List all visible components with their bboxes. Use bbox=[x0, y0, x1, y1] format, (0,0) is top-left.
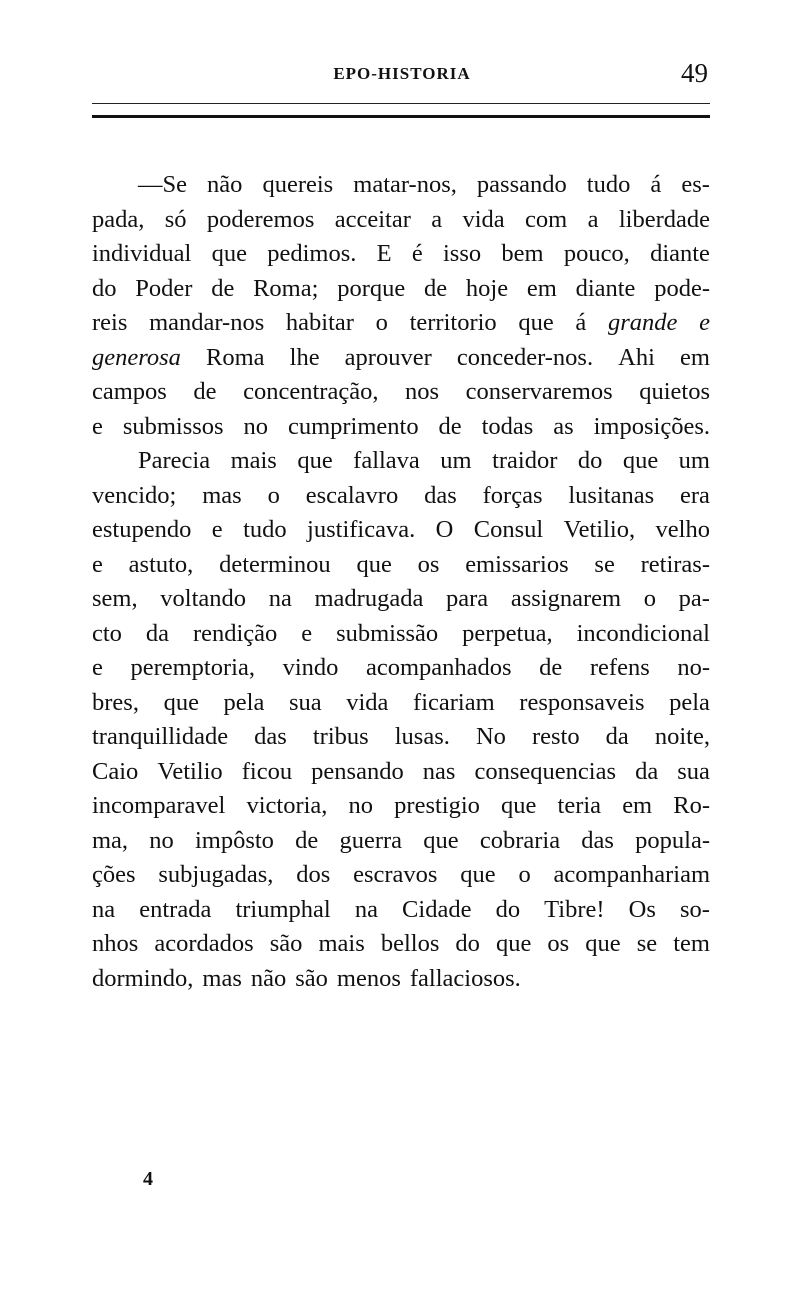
word: matar-nos, bbox=[353, 171, 457, 198]
word: mais bbox=[230, 447, 277, 474]
word: mandar-nos bbox=[149, 309, 265, 336]
word: á bbox=[650, 171, 662, 198]
word: nos bbox=[405, 378, 440, 405]
word: nhos bbox=[92, 930, 139, 957]
word: no bbox=[348, 792, 374, 819]
word: o bbox=[643, 585, 656, 612]
running-header bbox=[92, 60, 712, 90]
word: escalavro bbox=[305, 481, 399, 509]
word: concentração, bbox=[243, 378, 379, 405]
word: incondicional bbox=[576, 619, 710, 647]
word: vencido; bbox=[92, 481, 177, 509]
word: bem bbox=[501, 240, 544, 267]
word: vida bbox=[462, 205, 505, 233]
word: pode- bbox=[654, 274, 710, 302]
word: de bbox=[295, 826, 319, 854]
word: nas bbox=[422, 757, 456, 785]
word: pela bbox=[223, 688, 265, 716]
word: campos bbox=[92, 378, 167, 405]
word: vida bbox=[346, 688, 389, 716]
word: tudo bbox=[586, 171, 631, 198]
word: no bbox=[243, 412, 269, 440]
word: emissarios bbox=[465, 550, 569, 578]
word: pouco, bbox=[563, 240, 630, 267]
word: velho bbox=[655, 516, 710, 543]
signature-mark: 4 bbox=[143, 1168, 153, 1190]
word: quietos bbox=[639, 378, 710, 405]
text-line bbox=[92, 513, 710, 548]
header-rule-thick bbox=[92, 115, 710, 118]
text-line bbox=[92, 927, 710, 962]
word: que bbox=[356, 550, 392, 578]
word: popula- bbox=[635, 826, 710, 854]
word: ma, bbox=[92, 826, 129, 854]
word: E bbox=[376, 240, 392, 267]
word: forças bbox=[482, 481, 543, 509]
word: dos bbox=[296, 861, 331, 888]
text-line bbox=[92, 548, 710, 583]
word: so- bbox=[679, 895, 710, 923]
word: o bbox=[518, 861, 531, 888]
word: individual bbox=[92, 240, 192, 267]
word: grande bbox=[607, 309, 678, 336]
text-line bbox=[92, 479, 710, 514]
text-line bbox=[92, 824, 710, 859]
word: rendição bbox=[192, 619, 278, 647]
word: são bbox=[295, 964, 328, 992]
word: para bbox=[446, 585, 489, 612]
text-line bbox=[92, 962, 710, 997]
word: e bbox=[92, 412, 103, 440]
word: pada, bbox=[92, 205, 145, 233]
word: reis bbox=[92, 309, 128, 336]
word: no bbox=[149, 826, 174, 854]
header-rule-thin bbox=[92, 103, 710, 104]
text-line bbox=[92, 858, 710, 893]
word: determinou bbox=[219, 550, 331, 578]
word: que bbox=[460, 861, 496, 888]
word: tranquillidade bbox=[92, 723, 229, 750]
text-line bbox=[92, 444, 710, 479]
word: tudo bbox=[243, 516, 287, 543]
word: traidor bbox=[492, 447, 558, 474]
word: liberdade bbox=[618, 205, 710, 233]
text-line bbox=[92, 306, 710, 341]
word: justificava. bbox=[307, 516, 416, 543]
word: incomparavel bbox=[92, 792, 226, 819]
word: um bbox=[440, 447, 472, 474]
word: de bbox=[438, 412, 462, 440]
word: de bbox=[539, 654, 563, 681]
word: pa- bbox=[678, 585, 710, 612]
word: entrada bbox=[139, 895, 212, 923]
word: diante bbox=[650, 240, 710, 267]
text-line bbox=[92, 582, 710, 617]
word: retiras- bbox=[640, 550, 710, 578]
word: lhe bbox=[289, 343, 320, 371]
word: dormindo, bbox=[92, 964, 194, 992]
word: triumphal bbox=[235, 895, 331, 923]
word: conservaremos bbox=[465, 378, 613, 405]
word: es- bbox=[681, 171, 710, 198]
word: com bbox=[525, 205, 568, 233]
word: das bbox=[581, 826, 614, 854]
word: lusitanas bbox=[568, 481, 655, 509]
word: não bbox=[250, 964, 287, 992]
word: territorio bbox=[409, 309, 497, 336]
word: refens bbox=[589, 654, 650, 681]
word: Ro- bbox=[673, 792, 710, 819]
word: porque bbox=[337, 274, 406, 302]
word: perpetua, bbox=[462, 619, 553, 647]
word: resto bbox=[531, 723, 580, 750]
word: submissos bbox=[122, 412, 224, 440]
word: pela bbox=[669, 688, 710, 716]
word: astuto, bbox=[128, 550, 194, 578]
word: do bbox=[92, 274, 117, 302]
word: victoria, bbox=[246, 792, 328, 819]
word: prestigio bbox=[394, 792, 480, 819]
word: são bbox=[269, 930, 303, 957]
word: No bbox=[475, 723, 506, 750]
text-line bbox=[92, 755, 710, 790]
word: das bbox=[424, 481, 457, 509]
word: e bbox=[92, 550, 103, 578]
word: acompanhariam bbox=[553, 861, 710, 888]
word: —Se bbox=[138, 171, 187, 198]
word: na bbox=[268, 585, 292, 612]
word: Consul bbox=[473, 516, 544, 543]
text-line bbox=[92, 893, 710, 928]
word: de bbox=[193, 378, 217, 405]
word: de bbox=[211, 274, 235, 302]
text-line bbox=[92, 237, 710, 272]
word: era bbox=[680, 481, 710, 509]
word: que bbox=[501, 792, 537, 819]
word: Roma bbox=[206, 343, 265, 371]
word: submissão bbox=[336, 619, 439, 647]
word: peremptoria, bbox=[130, 654, 255, 681]
word: em bbox=[526, 274, 557, 302]
word: de bbox=[424, 274, 448, 302]
word: responsaveis bbox=[519, 688, 645, 716]
word: escravos bbox=[353, 861, 438, 888]
word: madrugada bbox=[314, 585, 424, 612]
word: guerra bbox=[339, 826, 403, 854]
word: consequencias bbox=[474, 757, 616, 785]
word: ficou bbox=[241, 757, 293, 785]
word: na bbox=[354, 895, 378, 923]
word: O bbox=[435, 516, 454, 543]
word: que bbox=[423, 826, 459, 854]
word: tem bbox=[673, 930, 710, 957]
word: voltando bbox=[160, 585, 247, 612]
word: e bbox=[92, 654, 103, 681]
word: os bbox=[417, 550, 440, 578]
word: mais bbox=[318, 930, 365, 957]
word: que bbox=[211, 240, 247, 267]
word: Roma; bbox=[253, 274, 319, 302]
text-line bbox=[92, 617, 710, 652]
word: ficariam bbox=[413, 688, 495, 716]
word: cumprimento bbox=[287, 412, 419, 440]
word: hoje bbox=[465, 274, 509, 302]
word: sua bbox=[288, 688, 322, 716]
word: das bbox=[254, 723, 287, 750]
word: Poder bbox=[135, 274, 193, 302]
word: quereis bbox=[262, 171, 334, 198]
word: á bbox=[575, 309, 587, 336]
word: bres, bbox=[92, 688, 139, 716]
word: no- bbox=[677, 654, 710, 681]
word: imposições. bbox=[593, 412, 710, 440]
text-line bbox=[92, 341, 710, 376]
page-number: 49 bbox=[681, 58, 708, 88]
word: a bbox=[431, 205, 443, 233]
word: fallava bbox=[353, 447, 420, 474]
word: ções bbox=[92, 861, 136, 888]
word: o bbox=[375, 309, 388, 336]
word: pensando bbox=[311, 757, 404, 785]
word: Os bbox=[628, 895, 656, 923]
text-line bbox=[92, 651, 710, 686]
word: Ahi bbox=[618, 343, 655, 371]
word: as bbox=[553, 412, 574, 440]
word: impôsto bbox=[194, 826, 274, 854]
word: noite, bbox=[654, 723, 710, 750]
word: assignarem bbox=[510, 585, 622, 612]
text-line bbox=[92, 410, 710, 445]
word: que bbox=[585, 930, 621, 957]
word: sem, bbox=[92, 585, 138, 612]
word: mas bbox=[202, 964, 242, 992]
word: cobraria bbox=[479, 826, 561, 854]
word: Caio bbox=[92, 757, 139, 785]
word: pedimos. bbox=[267, 240, 357, 267]
text-line bbox=[92, 375, 710, 410]
word: habitar bbox=[285, 309, 354, 336]
word: aprouver bbox=[344, 343, 432, 371]
word: Cidade bbox=[402, 895, 472, 923]
word: estupendo bbox=[92, 516, 192, 543]
word: da bbox=[605, 723, 629, 750]
word: Parecia bbox=[138, 447, 211, 474]
word: do bbox=[455, 930, 480, 957]
word: isso bbox=[442, 240, 482, 267]
word: bellos bbox=[380, 930, 440, 957]
word: é bbox=[411, 240, 423, 267]
word: Tibre! bbox=[544, 895, 605, 923]
word: que bbox=[163, 688, 199, 716]
word: e bbox=[211, 516, 223, 543]
word: mas bbox=[202, 481, 242, 509]
running-title: EPO-HISTORIA bbox=[333, 64, 471, 83]
word: se bbox=[636, 930, 658, 957]
word: cto bbox=[92, 619, 122, 647]
word: em bbox=[680, 343, 710, 371]
word: todas bbox=[481, 412, 534, 440]
word: conceder-nos. bbox=[456, 343, 594, 371]
word: diante bbox=[575, 274, 636, 302]
word: acceitar bbox=[334, 205, 411, 233]
word: um bbox=[678, 447, 710, 474]
word: que bbox=[518, 309, 554, 336]
text-line bbox=[92, 272, 710, 307]
word: Vetilio, bbox=[563, 516, 636, 543]
word: acompanhados bbox=[365, 654, 512, 681]
text-line bbox=[92, 720, 710, 755]
word: da bbox=[635, 757, 659, 785]
word: que bbox=[622, 447, 659, 474]
word: menos bbox=[336, 964, 401, 992]
word: a bbox=[587, 205, 599, 233]
word: e bbox=[699, 309, 710, 336]
text-line bbox=[92, 686, 710, 721]
text-line bbox=[92, 789, 710, 824]
word: que bbox=[495, 930, 532, 957]
word: vindo bbox=[282, 654, 339, 681]
word: que bbox=[297, 447, 333, 474]
word: só bbox=[164, 205, 187, 233]
word: os bbox=[547, 930, 570, 957]
word: na bbox=[92, 895, 116, 923]
word: tribus bbox=[312, 723, 369, 750]
word: poderemos bbox=[206, 205, 315, 233]
word: do bbox=[577, 447, 603, 474]
word: da bbox=[145, 619, 170, 647]
word: do bbox=[495, 895, 521, 923]
word: não bbox=[207, 171, 243, 198]
word: sua bbox=[677, 757, 710, 785]
word: o bbox=[267, 481, 280, 509]
word: generosa bbox=[92, 343, 181, 371]
word: acordados bbox=[154, 930, 254, 957]
word: e bbox=[301, 619, 313, 647]
word: Vetilio bbox=[157, 757, 223, 785]
word: subjugadas, bbox=[158, 861, 274, 888]
body-text bbox=[92, 168, 710, 996]
word: se bbox=[594, 550, 615, 578]
word: fallaciosos. bbox=[409, 964, 521, 992]
word: teria bbox=[557, 792, 602, 819]
word: lusas. bbox=[394, 723, 450, 750]
text-line bbox=[92, 168, 710, 203]
word: passando bbox=[476, 171, 567, 198]
text-line bbox=[92, 203, 710, 238]
word: em bbox=[622, 792, 653, 819]
